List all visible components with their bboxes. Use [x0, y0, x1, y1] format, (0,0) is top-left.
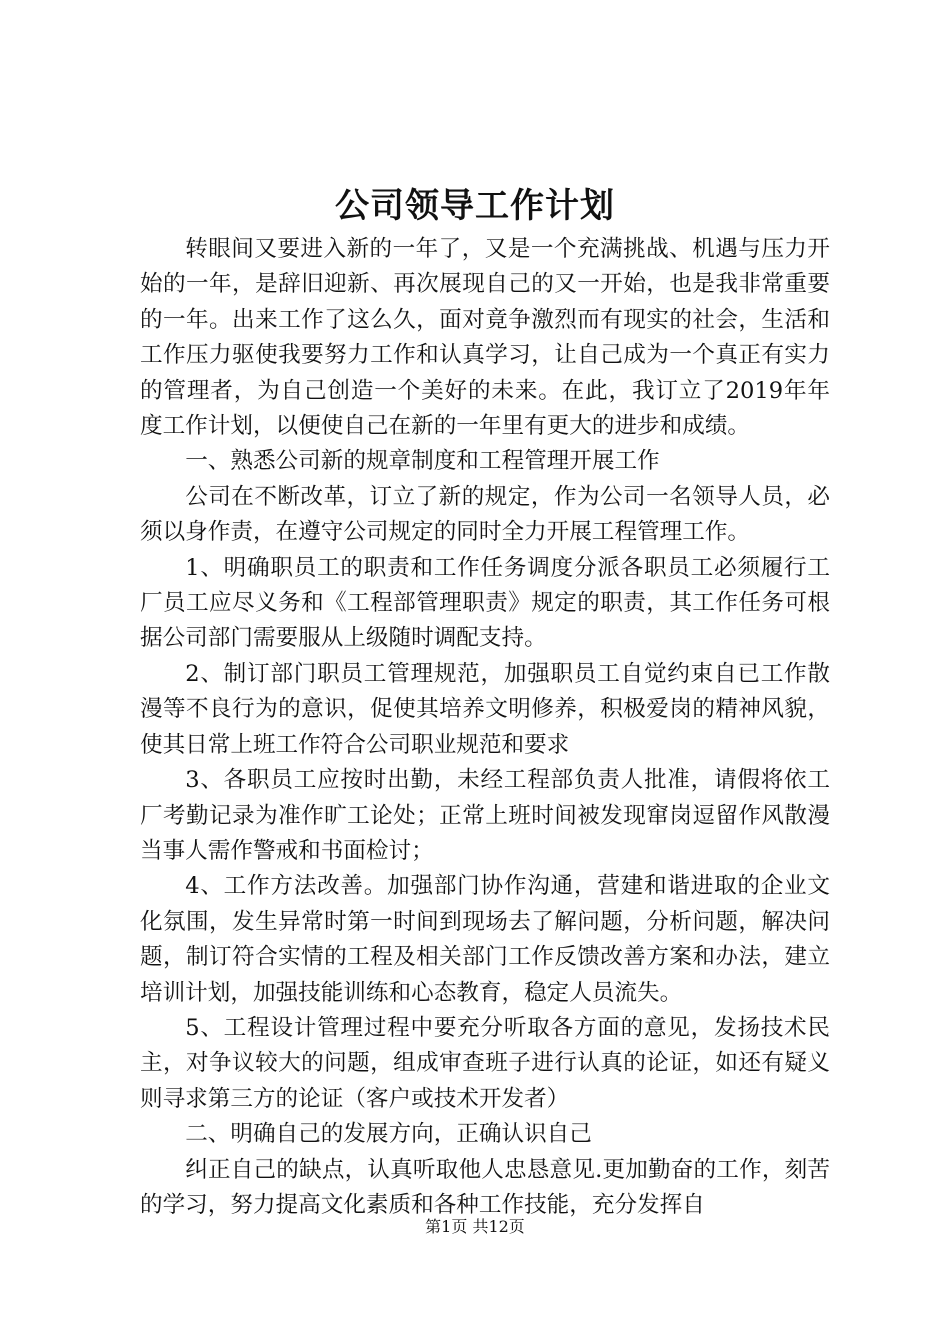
paragraph: 纠正自己的缺点，认真听取他人忠恳意见.更加勤奋的工作，刻苦的学习，努力提高文化素质和各种工作技能，充分发挥自	[140, 1156, 830, 1218]
section-heading-1: 一、熟悉公司新的规章制度和工程管理开展工作	[185, 448, 660, 475]
paragraph-intro: 转眼间又要进入新的一年了，又是一个充满挑战、机遇与压力开始的一年，是辞旧迎新、再次展现自己的又一开始，也是我非常重要的一年。出来工作了这么久，面对竟争激烈而有现实的社会，生活和工作压力驱使我要努力工作和认真学习，让自己成为一个真正有实力的管理者，为自己创造一个美好的未来。在此，我订立了2019年年度工作计划，以便使自己在新的一年里有更大的进步和成绩。	[140, 236, 830, 440]
list-item: 5、工程设计管理过程中要充分听取各方面的意见，发扬技术民主，对争议较大的问题，组成审查班子进行认真的论证，如还有疑义则寻求第三方的论证（客户或技术开发者）	[140, 1014, 830, 1112]
page-number-footer: 第1页 共12页	[425, 1217, 525, 1236]
list-item: 1、明确职员工的职责和工作任务调度分派各职员工必须履行工厂员工应尽义务和《工程部管理职责》规定的职责，其工作任务可根据公司部门需要服从上级随时调配支持。	[140, 554, 830, 652]
list-item: 3、各职员工应按时出勤，未经工程部负责人批准，请假将依工厂考勤记录为准作旷工论处；正常上班时间被发现窜岗逗留作风散漫当事人需作警戒和书面检讨；	[140, 767, 830, 864]
document-body	[140, 232, 830, 1223]
document-title: 公司领导工作计划	[335, 186, 615, 226]
section-heading-2: 二、明确自己的发展方向，正确认识自己	[185, 1121, 592, 1148]
list-item: 2、制订部门职员工管理规范，加强职员工自觉约束自已工作散漫等不良行为的意识，促使其培养文明修养，积极爱岗的精神风貌，使其日常上班工作符合公司职业规范和要求	[140, 660, 830, 758]
list-item: 4、工作方法改善。加强部门协作沟通，营建和谐进取的企业文化氛围，发生异常时第一时间到现场去了解问题，分析问题，解决问题，制订符合实情的工程及相关部门工作反馈改善方案和办法，建立培训计划，加强技能训练和心态教育，稳定人员流失。	[140, 873, 830, 1006]
paragraph: 公司在不断改革，订立了新的规定，作为公司一名领导人员，必须以身作责，在遵守公司规定的同时全力开展工程管理工作。	[140, 483, 830, 546]
